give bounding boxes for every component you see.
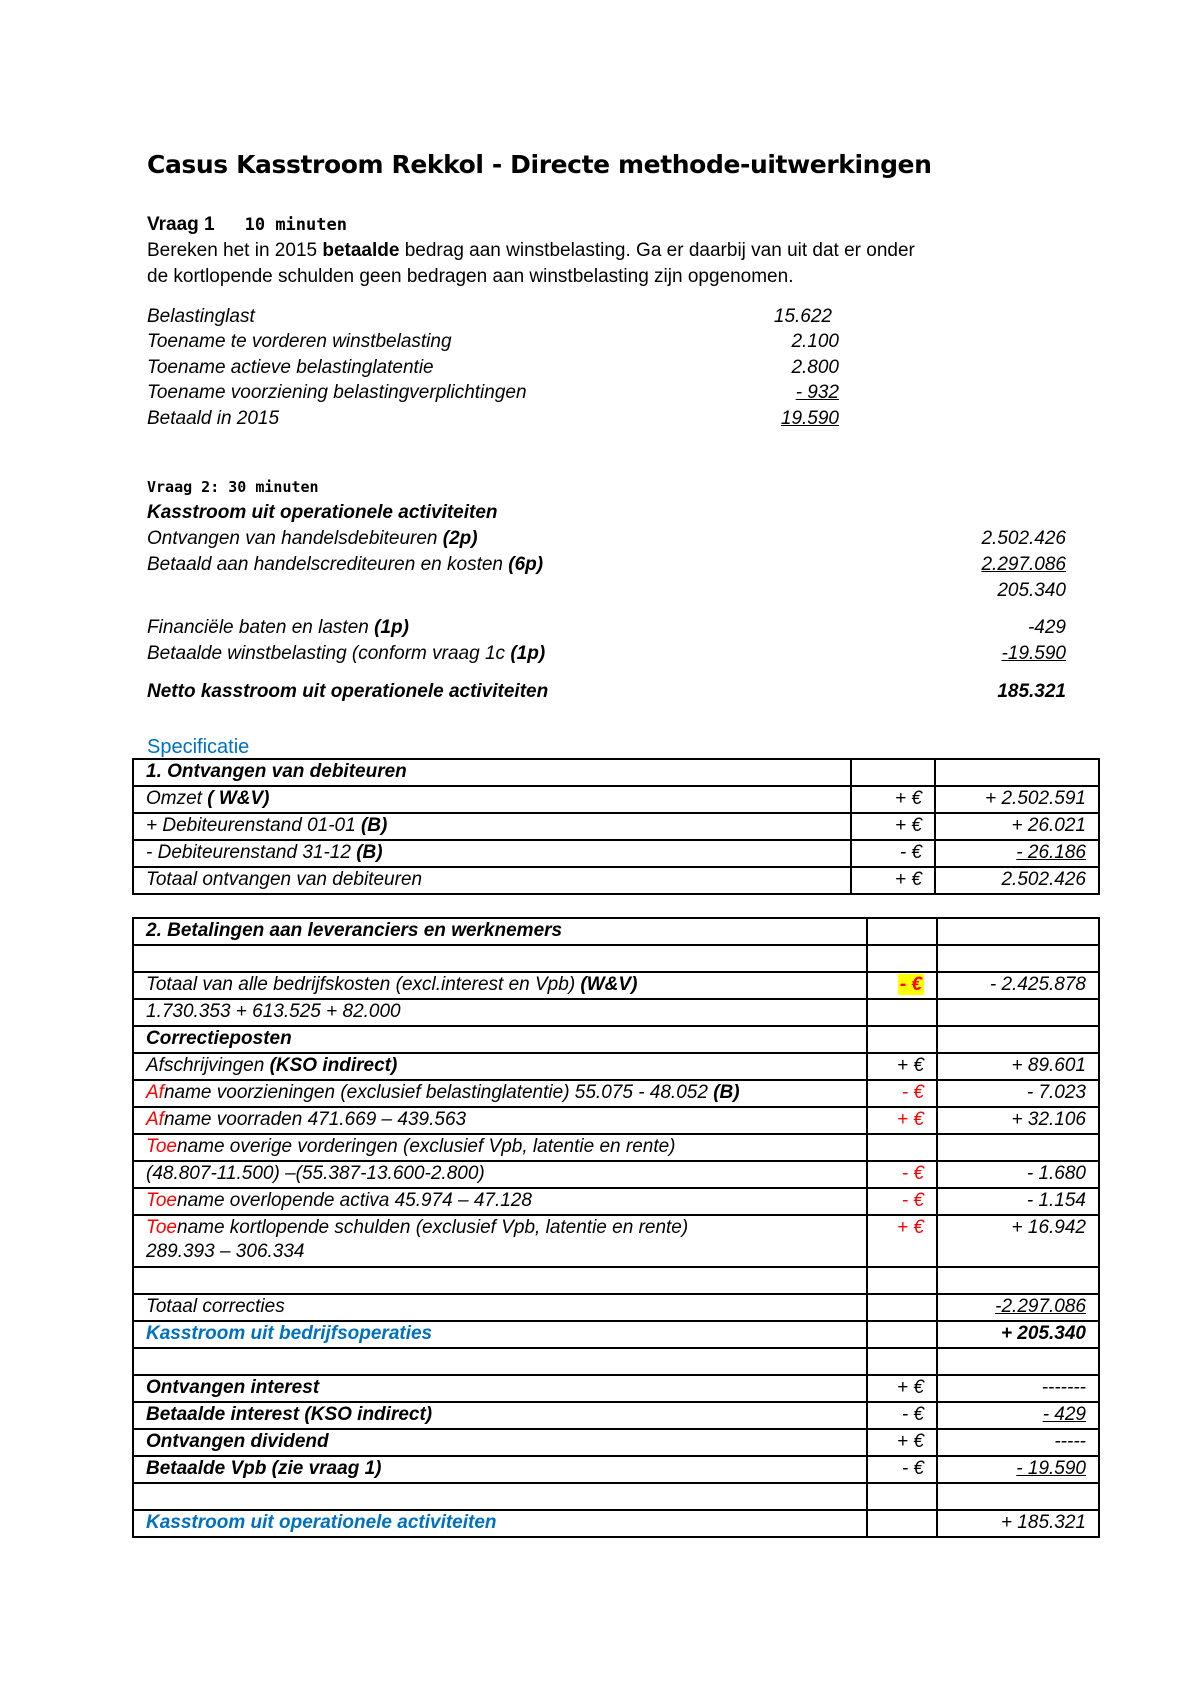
cell-prefix-red: Toe <box>146 1217 177 1238</box>
highlighted-sign: - € <box>899 974 922 995</box>
sign-text: - € <box>901 1190 924 1211</box>
table-cell-label: Betaalde Vpb (zie vraag 1) <box>133 1456 867 1483</box>
q1-row-label: Toename actieve belastinglatentie <box>147 357 434 378</box>
q1-row-label: Toename voorziening belastingverplichtingen <box>147 382 527 403</box>
table-cell-value: + 185.321 <box>937 1510 1099 1537</box>
cell-bold: ( W&V) <box>207 788 270 809</box>
cell-text: name voorzieningen (exclusief belastinglatentie) 55.075 - 48.052 <box>163 1082 714 1103</box>
table-row <box>133 1080 1099 1107</box>
table-row <box>133 1215 1099 1267</box>
table-row <box>133 918 1099 945</box>
table-cell-sign: - € <box>867 1456 937 1483</box>
table-cell-label: (48.807-11.500) –(55.387-13.600-2.800) <box>133 1161 867 1188</box>
table-cell-value: ----- <box>937 1429 1099 1456</box>
cell-bold: (B) <box>713 1082 740 1103</box>
page-title: Casus Kasstroom Rekkol - Directe methode-uitwerkingen <box>147 150 932 179</box>
cell-prefix-red: Af <box>146 1109 164 1130</box>
question-1-text-a: Bereken het in 2015 <box>147 240 323 261</box>
table-cell-label <box>133 1053 867 1080</box>
table-cell-value: - 1.154 <box>937 1188 1099 1215</box>
cell-text: name voorraden 471.669 – 439.563 <box>163 1109 467 1130</box>
q2-row-value: -19.590 <box>1001 643 1066 664</box>
table-cell-sign <box>867 1107 937 1134</box>
q2-row-points: (2p) <box>442 528 478 549</box>
table-cell-sign <box>867 1215 937 1267</box>
cell-value-text: - 19.590 <box>1016 1458 1086 1479</box>
table-row <box>133 1107 1099 1134</box>
table-cell-label <box>133 1134 867 1161</box>
table-row <box>133 1348 1099 1375</box>
q1-row-value: 2.800 <box>791 357 839 378</box>
table-cell-sign <box>867 1188 937 1215</box>
table-cell-value: + 26.021 <box>935 813 1099 840</box>
table-row <box>133 867 1099 894</box>
question-2-heading: Kasstroom uit operationele activiteiten <box>147 502 498 523</box>
question-1-text-line1 <box>147 240 915 262</box>
cell-value-text: - 26.186 <box>1016 842 1086 863</box>
table-cell-sign: + € <box>867 1429 937 1456</box>
question-1-text-bold: betaalde <box>322 240 400 261</box>
q2-row-points: (1p) <box>374 617 409 638</box>
table-cell-sign: - € <box>851 840 935 867</box>
cell-bold: (W&V) <box>580 974 638 995</box>
q2-row-points: (1p) <box>510 643 546 664</box>
table-row <box>133 1134 1099 1161</box>
table-cell-label <box>133 1215 867 1267</box>
table-cell-label <box>133 840 851 867</box>
q2-row-label <box>147 617 409 639</box>
q2-row-value: 2.297.086 <box>981 554 1066 575</box>
table-cell-label: Totaal correcties <box>133 1294 867 1321</box>
table-row <box>133 1053 1099 1080</box>
table-cell-sign: + € <box>851 786 935 813</box>
table-subheader: Correctieposten <box>133 1026 867 1053</box>
table-row <box>133 1429 1099 1456</box>
q1-row-value: - 932 <box>795 382 839 403</box>
q1-row-value: 19.590 <box>780 408 839 429</box>
table-cell-label: Totaal ontvangen van debiteuren <box>133 867 851 894</box>
table-cell-value: + 32.106 <box>937 1107 1099 1134</box>
cell-bold: (B) <box>356 842 383 863</box>
q2-row-points: (6p) <box>508 554 544 575</box>
question-1-text-b: bedrag aan winstbelasting. Ga er daarbij van uit dat er onder <box>399 240 915 261</box>
table-row <box>133 972 1099 999</box>
table-cell-label <box>133 813 851 840</box>
table-cell-value: 2.502.426 <box>935 867 1099 894</box>
table-cell-sign <box>867 1161 937 1188</box>
table-cell-label: Betaalde interest (KSO indirect) <box>133 1402 867 1429</box>
cell-calc: 289.393 – 306.334 <box>146 1241 305 1262</box>
q1-row-value: 2.100 <box>791 331 839 352</box>
cell-text: name overlopende activa 45.974 – 47.128 <box>177 1190 532 1211</box>
table-cell-value <box>937 1294 1099 1321</box>
table-header: 2. Betalingen aan leveranciers en werknemers <box>133 918 867 945</box>
question-1-heading <box>147 214 347 236</box>
table-cell-value: + 2.502.591 <box>935 786 1099 813</box>
cell-text: name kortlopende schulden (exclusief Vpb, latentie en rente) <box>177 1217 689 1238</box>
q2-subtotal: 205.340 <box>997 580 1066 601</box>
cell-text: Totaal van alle bedrijfskosten (excl.interest en Vpb) <box>146 974 581 995</box>
table-cell-value: + 205.340 <box>937 1321 1099 1348</box>
q1-row-label: Belastinglast <box>147 306 255 327</box>
table-cell-value: + 16.942 <box>937 1215 1099 1267</box>
table-cell-value <box>937 1456 1099 1483</box>
specificatie-label: Specificatie <box>147 736 250 758</box>
question-1-label: Vraag 1 <box>147 214 215 235</box>
q2-row-label <box>147 528 478 550</box>
table-cell-label: 1.730.353 + 613.525 + 82.000 <box>133 999 867 1026</box>
table-cell-value: - 2.425.878 <box>937 972 1099 999</box>
table-header: 1. Ontvangen van debiteuren <box>133 759 851 786</box>
table-cell-label: Kasstroom uit bedrijfsoperaties <box>133 1321 867 1348</box>
table-cell-label: Ontvangen dividend <box>133 1429 867 1456</box>
sign-text: + € <box>897 1109 924 1130</box>
cell-bold: (B) <box>360 815 388 836</box>
table-cell-label <box>133 1080 867 1107</box>
q2-row-text: Betaalde winstbelasting (conform vraag 1c <box>147 643 511 664</box>
question-2-label: Vraag 2: 30 minuten <box>147 478 319 496</box>
q2-row-text: Ontvangen van handelsdebiteuren <box>147 528 443 549</box>
table-cell-sign <box>867 972 937 999</box>
cell-text: + Debiteurenstand 01-01 <box>146 815 361 836</box>
table-cell-value: - 1.680 <box>937 1161 1099 1188</box>
table-cell-value <box>937 1402 1099 1429</box>
cell-value-text: - 429 <box>1042 1404 1086 1425</box>
table-cell-sign <box>867 1080 937 1107</box>
table-ontvangen-debiteuren <box>132 758 1100 895</box>
table-row <box>133 786 1099 813</box>
table-cell-sign: - € <box>867 1402 937 1429</box>
cell-value-text: -2.297.086 <box>995 1296 1086 1317</box>
table-row <box>133 945 1099 972</box>
sign-text: - € <box>901 1082 924 1103</box>
table-row <box>133 1510 1099 1537</box>
q2-net-value: 185.321 <box>997 681 1066 702</box>
cell-text: Afschrijvingen <box>146 1055 270 1076</box>
table-cell-value: - 7.023 <box>937 1080 1099 1107</box>
q2-net-label: Netto kasstroom uit operationele activiteiten <box>147 681 549 702</box>
q1-row-label: Betaald in 2015 <box>147 408 280 429</box>
cell-prefix-red: Toe <box>146 1136 177 1157</box>
table-cell-label <box>133 972 867 999</box>
table-cell-value <box>935 840 1099 867</box>
table-row <box>133 813 1099 840</box>
q2-row-text: Financiële baten en lasten <box>147 617 375 638</box>
q1-row-value: 15.622 <box>773 306 832 327</box>
table-row <box>133 1321 1099 1348</box>
table-cell-value: ------- <box>937 1375 1099 1402</box>
q2-row-value: 2.502.426 <box>981 528 1066 549</box>
table-row <box>133 999 1099 1026</box>
cell-bold: (KSO indirect) <box>269 1055 398 1076</box>
table-row <box>133 1402 1099 1429</box>
q2-row-label <box>147 554 543 576</box>
q2-row-text: Betaald aan handelscrediteuren en kosten <box>147 554 509 575</box>
cell-prefix-red: Af <box>146 1082 164 1103</box>
table-row <box>133 1267 1099 1294</box>
table-row <box>133 1026 1099 1053</box>
table-cell-sign: + € <box>867 1053 937 1080</box>
table-cell-label <box>133 786 851 813</box>
sign-text: + € <box>897 1217 924 1238</box>
cell-prefix-red: Toe <box>146 1190 177 1211</box>
sign-text: - € <box>901 1163 924 1184</box>
table-cell-label <box>133 1107 867 1134</box>
table-cell-label: Ontvangen interest <box>133 1375 867 1402</box>
table-row <box>133 1161 1099 1188</box>
question-1-text-line2: de kortlopende schulden geen bedragen aan winstbelasting zijn opgenomen. <box>147 266 794 287</box>
table-row <box>133 1375 1099 1402</box>
table-cell-label <box>133 1188 867 1215</box>
table-betalingen-leveranciers <box>132 917 1100 1538</box>
table-cell-sign: + € <box>851 813 935 840</box>
q2-row-value: -429 <box>1027 617 1066 638</box>
table-row <box>133 840 1099 867</box>
table-row <box>133 1294 1099 1321</box>
cell-text: name overige vorderingen (exclusief Vpb, latentie en rente) <box>177 1136 676 1157</box>
cell-text: - Debiteurenstand 31-12 <box>146 842 357 863</box>
question-1-time: 10 minuten <box>244 215 347 235</box>
q2-row-label <box>147 643 545 665</box>
table-row <box>133 1188 1099 1215</box>
table-cell-sign: + € <box>867 1375 937 1402</box>
q1-row-label: Toename te vorderen winstbelasting <box>147 331 452 352</box>
cell-text: Omzet <box>146 788 208 809</box>
table-row <box>133 759 1099 786</box>
table-cell-sign: + € <box>851 867 935 894</box>
table-row <box>133 1456 1099 1483</box>
table-cell-label: Kasstroom uit operationele activiteiten <box>133 1510 867 1537</box>
table-cell-value: + 89.601 <box>937 1053 1099 1080</box>
table-row <box>133 1483 1099 1510</box>
